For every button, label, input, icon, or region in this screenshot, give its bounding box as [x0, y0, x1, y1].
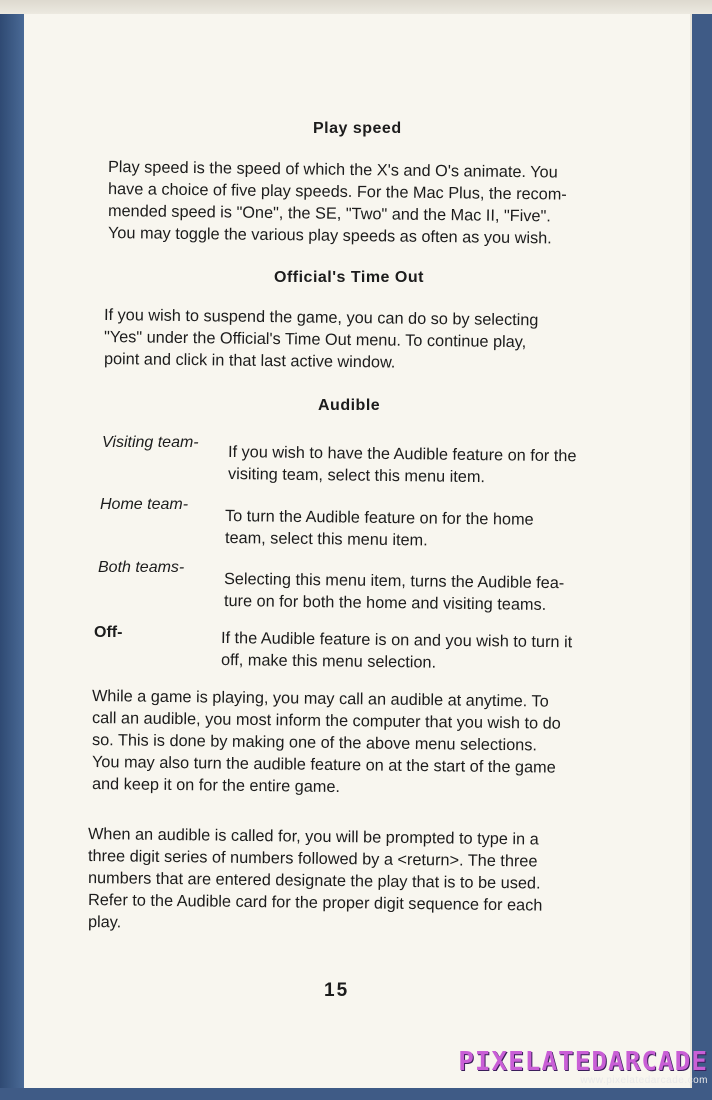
site-watermark — [458, 1047, 708, 1086]
page-number: 15 — [324, 980, 350, 1001]
option-description: visiting team, select this menu item. — [227, 465, 486, 487]
paragraph-line: "Yes" under the Official's Time Out menu. To continue play, — [103, 328, 527, 352]
manual-page — [24, 14, 692, 1088]
watermark-title: PIXELATEDARCADE — [458, 1047, 708, 1077]
paragraph-line: call an audible, you most inform the computer that you wish to do — [91, 709, 561, 733]
option-description: To turn the Audible feature on for the home — [224, 507, 534, 529]
paragraph-line: While a game is playing, you may call an audible at anytime. To — [91, 687, 549, 711]
paragraph-line: have a choice of five play speeds. For the Mac Plus, the recom- — [107, 180, 567, 204]
paragraph-line: numbers that are entered designate the play that is to be used. — [87, 869, 541, 893]
option-term: Visiting team- — [102, 434, 199, 451]
option-description: If the Audible feature is on and you wish to turn it — [220, 629, 573, 652]
option-term: Home team- — [100, 496, 189, 513]
option-description: off, make this menu selection. — [220, 651, 437, 672]
option-description: If you wish to have the Audible feature on for the — [227, 443, 577, 466]
officials-time-out-heading: Official's Time Out — [274, 269, 424, 286]
paragraph-line: point and click in that last active window. — [103, 350, 396, 372]
paragraph-line: You may also turn the audible feature on at the start of the game — [91, 753, 556, 777]
play-speed-heading: Play speed — [313, 120, 402, 137]
book-spine — [0, 14, 24, 1088]
paragraph-line: mended speed is "One", the SE, "Two" and the Mac II, "Five". — [107, 202, 551, 226]
paragraph-line: If you wish to suspend the game, you can do so by selecting — [103, 306, 539, 330]
paragraph-line: You may toggle the various play speeds as often as you wish. — [107, 224, 552, 248]
option-term: Off- — [94, 624, 123, 641]
paragraph-line: so. This is done by making one of the above menu selections. — [91, 731, 538, 755]
paragraph-line: and keep it on for the entire game. — [91, 775, 341, 797]
paragraph-line: When an audible is called for, you will be prompted to type in a — [87, 825, 539, 849]
option-description: ture on for both the home and visiting teams. — [223, 592, 547, 614]
audible-heading: Audible — [318, 397, 381, 414]
option-term: Both teams- — [98, 559, 185, 576]
watermark-url: www.pixelatedarcade.com — [580, 1075, 708, 1086]
option-description: team, select this menu item. — [224, 529, 428, 550]
paragraph-line: Refer to the Audible card for the proper digit sequence for each — [87, 891, 543, 915]
paragraph-line: three digit series of numbers followed by a <return>. The three — [87, 847, 538, 871]
paragraph-line: play. — [87, 913, 122, 932]
option-description: Selecting this menu item, turns the Audible fea- — [223, 570, 565, 593]
book-top-edge — [0, 0, 712, 14]
paragraph-line: Play speed is the speed of which the X's and O's animate. You — [107, 158, 558, 182]
